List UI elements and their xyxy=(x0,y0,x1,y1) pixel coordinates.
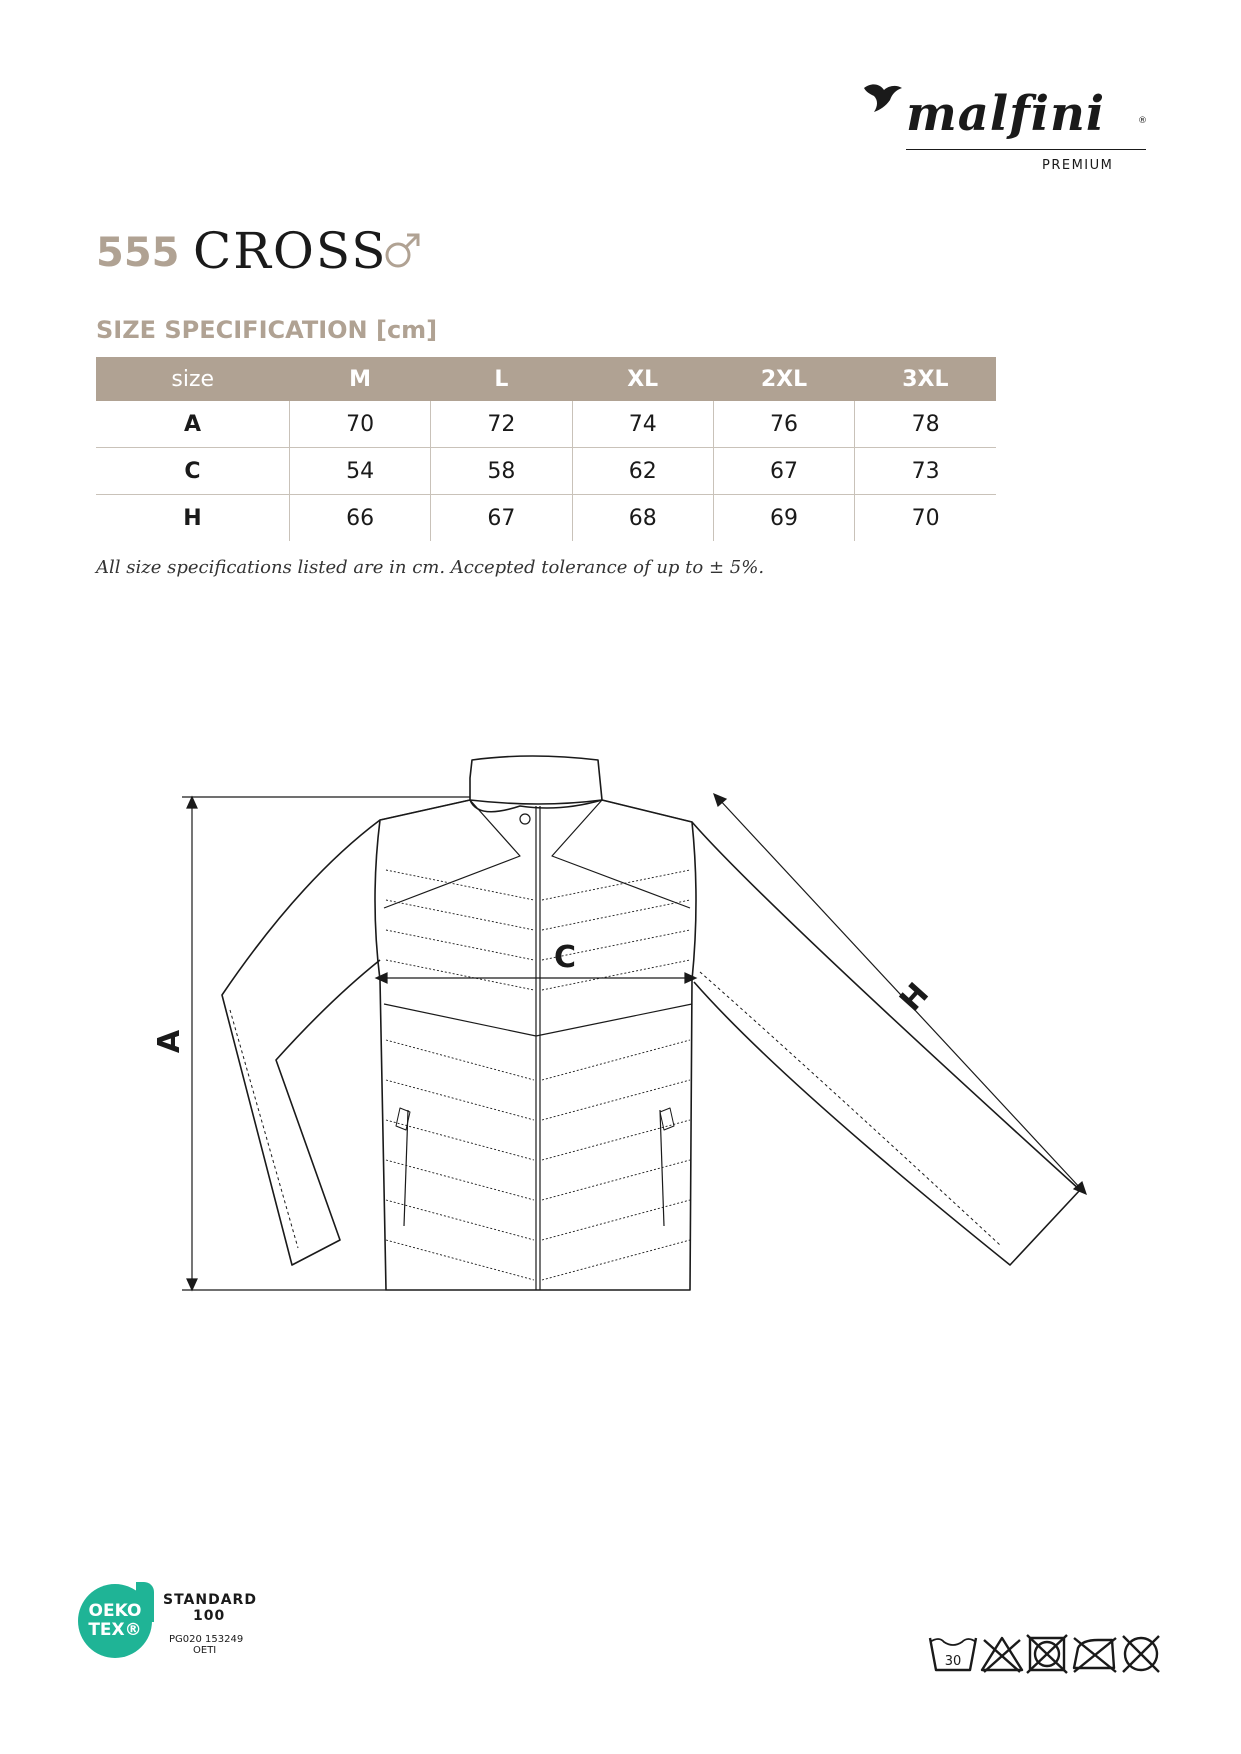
product-name: CROSS xyxy=(193,222,388,280)
certificate-code: PG020 153249 xyxy=(169,1634,244,1645)
table-cell: 76 xyxy=(713,401,854,448)
table-cell: 54 xyxy=(289,448,430,495)
product-code: 555 xyxy=(96,230,180,276)
table-cell: 67 xyxy=(713,448,854,495)
right-sleeve xyxy=(692,822,1080,1265)
row-key: C xyxy=(96,448,289,495)
table-cell: 66 xyxy=(289,495,430,542)
no-iron-icon xyxy=(1074,1638,1116,1672)
table-cell: 72 xyxy=(431,401,572,448)
brand-name: malfini xyxy=(906,86,1106,142)
table-cell: 70 xyxy=(855,495,996,542)
badge-line-1: OEKO xyxy=(88,1601,142,1621)
standard-number: 100 xyxy=(193,1608,226,1624)
header-cell: 3XL xyxy=(855,357,996,401)
table-cell: 70 xyxy=(289,401,430,448)
jacket-collar xyxy=(470,756,602,804)
table-cell: 78 xyxy=(855,401,996,448)
table-cell: 67 xyxy=(431,495,572,542)
oeko-tex-badge xyxy=(78,1584,152,1658)
header-cell: 2XL xyxy=(713,357,854,401)
no-tumble-dry-icon xyxy=(1027,1635,1067,1673)
table-cell: 68 xyxy=(572,495,713,542)
badge-line-2: TEX® xyxy=(88,1620,142,1640)
label-c: C xyxy=(554,940,577,975)
no-bleach-icon xyxy=(982,1638,1022,1672)
wash-temp: 30 xyxy=(944,1654,962,1669)
standard-label: STANDARD xyxy=(163,1592,257,1608)
table-cell: 73 xyxy=(855,448,996,495)
registered-mark: ® xyxy=(1138,116,1147,126)
table-cell: 69 xyxy=(713,495,854,542)
label-a: A xyxy=(152,1029,188,1054)
row-key: A xyxy=(183,411,201,437)
left-sleeve xyxy=(222,820,380,1265)
spec-heading: SIZE SPECIFICATION [cm] xyxy=(96,316,438,344)
certificate-org: OETI xyxy=(193,1645,217,1656)
header-cell: XL xyxy=(572,357,713,401)
table-cell: 74 xyxy=(572,401,713,448)
label-h: H xyxy=(893,976,936,1019)
header-cell: L xyxy=(431,357,572,401)
tolerance-note: All size specifications listed are in cm. Accepted tolerance of up to ± 5%. xyxy=(96,557,765,578)
table-cell: 58 xyxy=(431,448,572,495)
row-key: H xyxy=(96,495,289,542)
no-dry-clean-icon xyxy=(1123,1636,1159,1672)
care-symbols xyxy=(926,1632,1166,1678)
brand-subtitle: PREMIUM xyxy=(1042,158,1114,173)
oeko-tex-info xyxy=(163,1592,257,1656)
header-cell: size xyxy=(96,357,289,401)
table-cell: 62 xyxy=(572,448,713,495)
header-cell: M xyxy=(289,357,430,401)
